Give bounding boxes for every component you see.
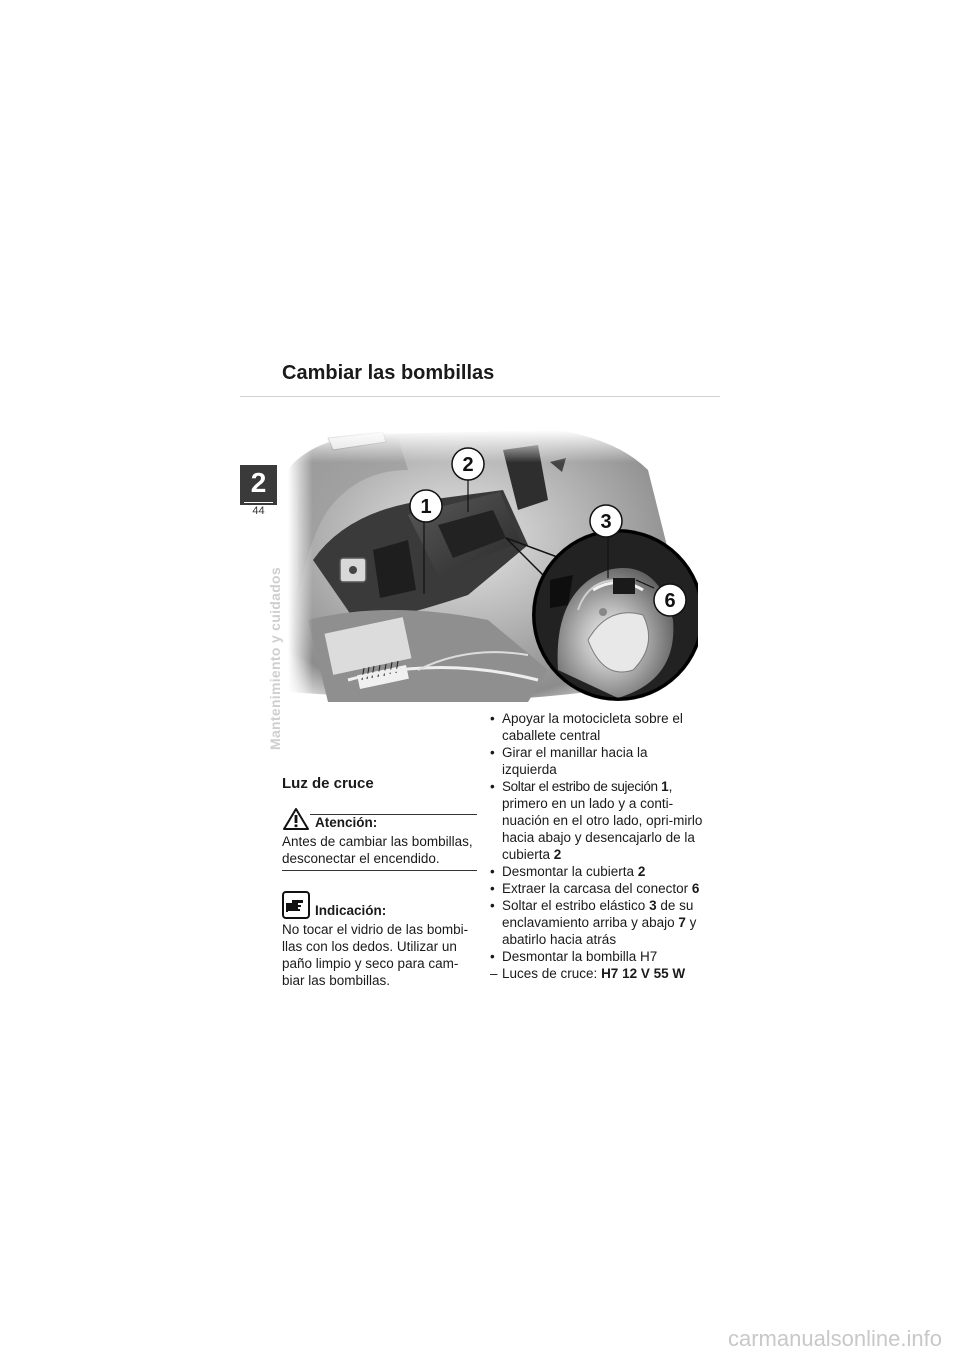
callout-2: [452, 448, 484, 480]
step-item: • Soltar el estribo de sujeción 1, primero en un lado y a conti-nuación en el otro lado, opri-mirlo hacia abajo y desencajarlo de la cubierta 2: [490, 779, 703, 862]
instruction-steps: [490, 710, 705, 982]
chapter-side-label: Mantenimiento y cuidados: [267, 567, 283, 750]
step-item: • Desmontar la cubierta 2: [490, 864, 646, 879]
tip-text: No tocar el vidrio de las bombi-llas con los dedos. Utilizar un paño limpio y seco para cam-biar las bombillas.: [282, 922, 469, 988]
step-item: • Apoyar la motocicleta sobre el caballete central: [490, 711, 683, 743]
page-title: Cambiar las bombillas: [282, 362, 495, 384]
callout-3-label: 3: [600, 511, 612, 533]
warning-note: [282, 814, 477, 871]
title-divider: [240, 396, 720, 397]
step-item: • Girar el manillar hacia la izquierda: [490, 745, 648, 777]
watermark: carmanualsonline.info: [727, 1326, 942, 1351]
chapter-divider: [244, 502, 273, 503]
chapter-number: 2: [250, 467, 267, 498]
chapter-tab: [240, 465, 277, 515]
step-item: • Extraer la carcasa del conector 6: [490, 881, 700, 896]
step-item: • Desmontar la bombilla H7: [490, 949, 658, 964]
pointing-hand-icon: [282, 891, 310, 919]
callout-6: [654, 584, 686, 616]
callout-2-label: 2: [462, 454, 474, 476]
tip-title: Indicación:: [315, 903, 387, 918]
warning-icon: [282, 807, 310, 831]
page-number: 44: [240, 505, 277, 517]
callout-1-label: 1: [420, 496, 432, 518]
tip-note: [282, 891, 477, 989]
callout-6-label: 6: [664, 590, 676, 612]
right-column: [490, 710, 705, 982]
warning-text: Antes de cambiar las bombillas, desconectar el encendido.: [282, 834, 473, 866]
headlight-photo: [288, 430, 698, 702]
section-heading: Luz de cruce: [282, 775, 374, 792]
callout-3: [590, 505, 622, 537]
step-item: – Luces de cruce: H7 12 V 55 W: [490, 966, 686, 981]
callout-1: [410, 490, 442, 522]
step-item: • Soltar el estribo elástico 3 de su enclavamiento arriba y abajo 7 y abatirlo hacia atrás: [490, 898, 697, 947]
warning-title: Atención:: [315, 815, 378, 830]
left-column: [282, 775, 477, 989]
